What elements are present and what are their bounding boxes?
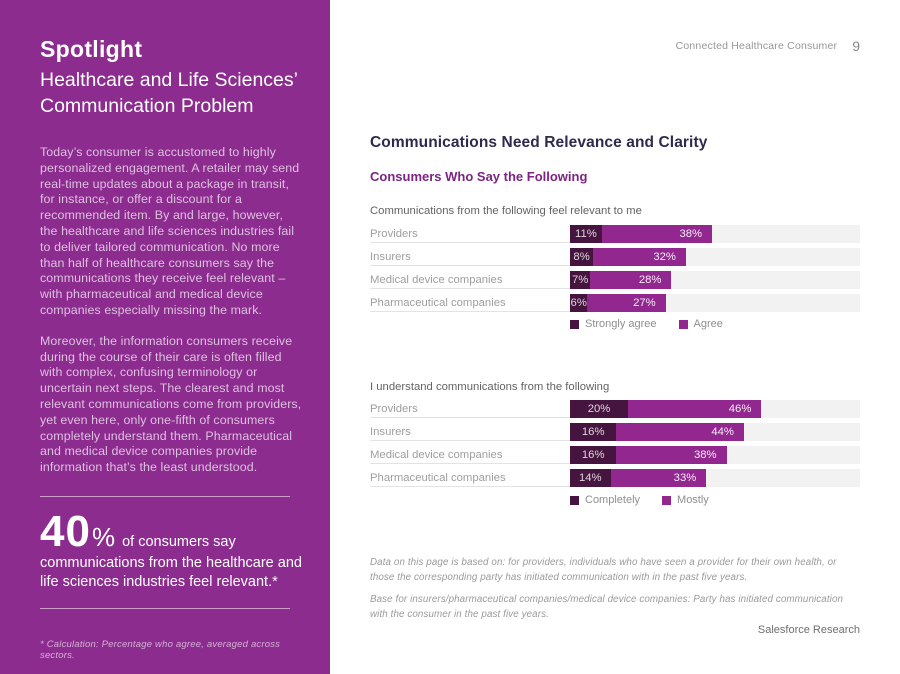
bar-value: 16%	[581, 426, 605, 438]
bar-track	[570, 400, 860, 418]
row-label: Providers	[370, 225, 570, 243]
bar-value: 16%	[581, 449, 605, 461]
bar-value: 11%	[575, 228, 597, 240]
legend-item-agree	[679, 318, 723, 330]
stat-text-line1: of consumers say	[122, 533, 236, 550]
bar-value: 7%	[571, 274, 589, 286]
chart-row	[370, 423, 860, 441]
legend-swatch-light-icon	[662, 496, 671, 505]
bar-segment-light	[616, 423, 744, 441]
bar-track	[570, 446, 860, 464]
chart-row	[370, 400, 860, 418]
legend-swatch-dark-icon	[570, 320, 579, 329]
spotlight-subtitle-line2: Communication Problem	[40, 95, 254, 117]
bar-value: 14%	[578, 472, 602, 484]
bar-value: 32%	[653, 251, 676, 263]
bar-track	[570, 225, 860, 243]
page-footnotes	[370, 556, 862, 630]
section-subtitle: Consumers Who Say the Following	[370, 169, 588, 184]
bar-segment-dark	[570, 400, 628, 418]
chart1-title: Communications from the following feel relevant to me	[370, 205, 642, 217]
chart-row	[370, 248, 860, 266]
bar-segment-light	[587, 294, 665, 312]
bar-segment-dark	[570, 423, 616, 441]
chart-row	[370, 225, 860, 243]
chart2-title: I understand communications from the following	[370, 381, 610, 393]
main-content	[330, 0, 900, 674]
page-header	[676, 38, 860, 54]
bar-segment-dark	[570, 469, 611, 487]
spotlight-subtitle-line1: Healthcare and Life Sciences’	[40, 69, 298, 91]
bar-segment-dark	[570, 248, 593, 266]
chart-row	[370, 469, 860, 487]
sidebar-divider-bottom	[40, 608, 290, 609]
bar-value: 28%	[638, 274, 662, 286]
bar-track	[570, 469, 860, 487]
chart2-legend	[570, 494, 731, 506]
bar-value: 38%	[679, 228, 703, 240]
chart-row	[370, 446, 860, 464]
bar-value: 33%	[673, 472, 697, 484]
chart-row	[370, 294, 860, 312]
footnote-2: Base for insurers/pharmaceutical companies/medical device companies: Party has initiated communication with the consumer in the past five years.	[370, 594, 844, 620]
legend-swatch-light-icon	[679, 320, 688, 329]
bar-value: 46%	[728, 403, 752, 415]
page-number: 9	[852, 38, 860, 54]
bar-value: 38%	[693, 449, 717, 461]
bar-value: 6%	[570, 297, 587, 309]
row-label: Medical device companies	[370, 271, 570, 289]
bar-value: 27%	[633, 297, 656, 309]
bar-value: 20%	[587, 403, 611, 415]
bar-segment-dark	[570, 294, 587, 312]
chart-row	[370, 271, 860, 289]
bar-track	[570, 294, 860, 312]
legend-label: Agree	[693, 318, 723, 330]
brand-credit: Salesforce Research	[757, 624, 860, 636]
sidebar-paragraph-1: Today’s consumer is accustomed to highly personalized engagement. A retailer may send real-time updates about a package in transit, for instance, or offer a discount for a recommended item. By and large, however, the healthcare and life sciences industries fail to deliver tailored communication. No more than half of healthcare consumers say the communications they receive feel relevant – with pharmaceutical and medical device companies especially missing the mark.	[40, 145, 300, 317]
row-label: Providers	[370, 400, 570, 418]
sidebar	[0, 0, 330, 674]
row-label: Medical device companies	[370, 446, 570, 464]
row-label: Pharmaceutical companies	[370, 294, 570, 312]
bar-segment-light	[590, 271, 671, 289]
bar-segment-dark	[570, 271, 590, 289]
report-title: Connected Healthcare Consumer	[675, 40, 838, 52]
legend-swatch-dark-icon	[570, 496, 579, 505]
sidebar-divider-top	[40, 496, 290, 497]
sidebar-paragraph-2: Moreover, the information consumers receive during the course of their care is often filled with complex, confusing terminology or uncertain next steps. The clearest and most relevant communications come from providers, yet even here, only one-fifth of consumers completely understand them. Pharmaceutical and medical device companies provide information that’s the least understood.	[40, 333, 302, 475]
percent-sign: %	[91, 521, 116, 552]
spotlight-title: Spotlight	[40, 36, 143, 62]
legend-label: Strongly agree	[585, 318, 657, 330]
chart1	[370, 225, 860, 317]
chart2	[370, 400, 860, 492]
bar-track	[570, 271, 860, 289]
bar-segment-light	[611, 469, 707, 487]
bar-segment-light	[602, 225, 712, 243]
row-label: Insurers	[370, 423, 570, 441]
spotlight-subtitle	[40, 67, 302, 119]
bar-segment-light	[628, 400, 761, 418]
section-title: Communications Need Relevance and Clarity	[370, 134, 708, 151]
row-label: Pharmaceutical companies	[370, 469, 570, 487]
bar-segment-dark	[570, 446, 616, 464]
legend-item-strongly-agree	[570, 318, 657, 330]
stat-callout-line1	[40, 506, 302, 556]
footnote-1: Data on this page is based on: for providers, individuals who have seen a provider for their own health, or those the corresponding party has initiated communication with in the past five years.	[370, 557, 837, 583]
bar-segment-light	[616, 446, 726, 464]
stat-callout	[40, 506, 302, 609]
legend-label: Completely	[585, 494, 641, 506]
bar-value: 44%	[711, 426, 734, 438]
bar-track	[570, 248, 860, 266]
stat-number: 40	[40, 506, 91, 556]
row-label: Insurers	[370, 248, 570, 266]
sidebar-footnote: * Calculation: Percentage who agree, averaged across sectors.	[40, 638, 281, 661]
legend-label: Mostly	[677, 494, 709, 506]
stat-text-line2: communications from the healthcare and	[40, 554, 302, 571]
bar-segment-dark	[570, 225, 602, 243]
bar-track	[570, 423, 860, 441]
chart1-legend	[570, 318, 745, 330]
bar-value: 8%	[573, 251, 590, 263]
bar-segment-light	[593, 248, 686, 266]
legend-item-completely	[570, 494, 640, 506]
stat-text-line3: life sciences industries feel relevant.*	[40, 573, 278, 590]
legend-item-mostly	[662, 494, 709, 506]
